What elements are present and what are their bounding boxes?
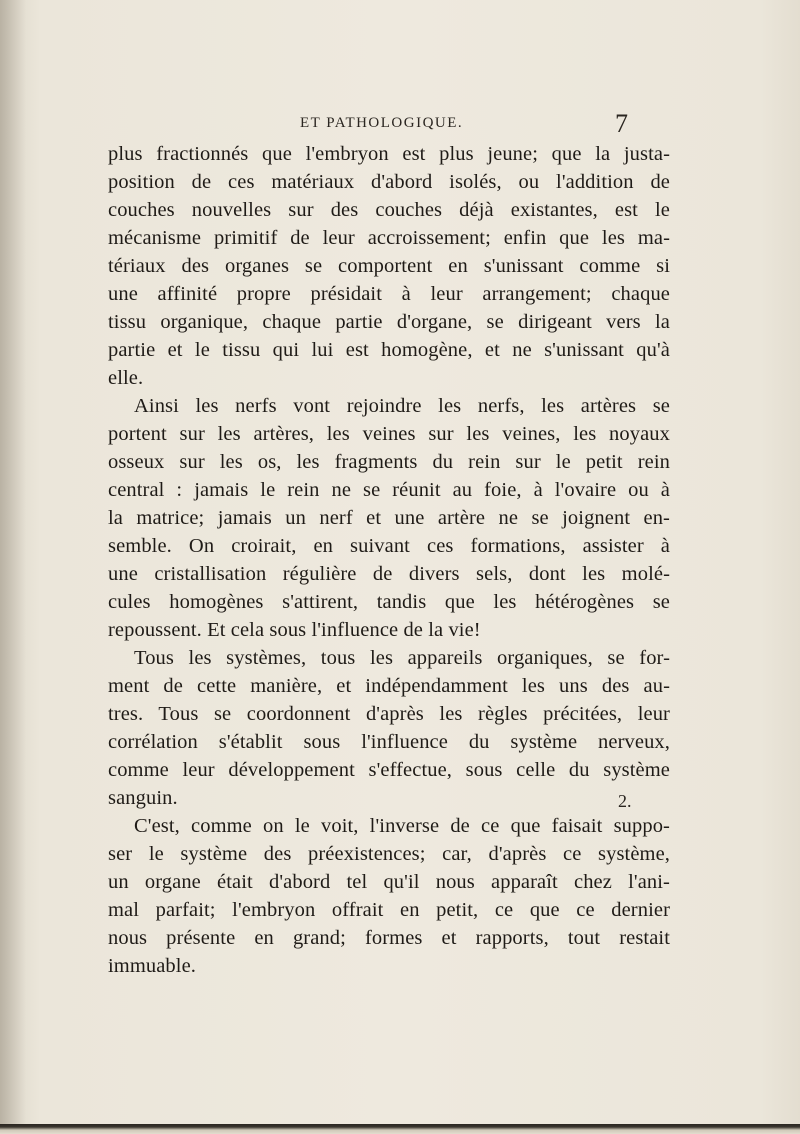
paragraph <box>108 392 670 644</box>
text-line: ment de cette manière, et indépendamment les uns des au- <box>108 675 670 697</box>
page-bottom-edge <box>0 1124 800 1134</box>
text-line: mécanisme primitif de leur accroissement; enfin que les ma- <box>108 227 670 249</box>
text-line: cules homogènes s'attirent, tandis que les hétérogènes se <box>108 591 670 613</box>
text-line: osseux sur les os, les fragments du rein sur le petit rein <box>108 451 670 473</box>
text-line: nous présente en grand; formes et rapports, tout restait <box>108 927 670 949</box>
body-text <box>108 140 670 980</box>
paragraph <box>108 644 670 812</box>
text-line: immuable. <box>108 955 197 977</box>
text-line: C'est, comme on le voit, l'inverse de ce que faisait suppo- <box>134 815 670 837</box>
text-line: position de ces matériaux d'abord isolés, ou l'addition de <box>108 171 670 193</box>
signature-mark: 2. <box>618 791 632 811</box>
text-line: tissu organique, chaque partie d'organe, se dirigeant vers la <box>108 311 670 333</box>
text-line: semble. On croirait, en suivant ces formations, assister à <box>108 535 670 557</box>
text-line: corrélation s'établit sous l'influence du système nerveux, <box>108 731 670 753</box>
text-line: partie et le tissu qui lui est homogène, et ne s'unissant qu'à <box>108 339 670 361</box>
text-line: mal parfait; l'embryon offrait en petit, ce que ce dernier <box>108 899 670 921</box>
text-line: Tous les systèmes, tous les appareils organiques, se for- <box>134 647 670 669</box>
text-line: elle. <box>108 367 144 389</box>
text-line: la matrice; jamais un nerf et une artère ne se joignent en- <box>108 507 670 529</box>
text-line: repoussent. Et cela sous l'influence de la vie! <box>108 619 481 641</box>
text-line: central : jamais le rein ne se réunit au foie, à l'ovaire ou à <box>108 479 670 501</box>
text-line: une cristallisation régulière de divers sels, dont les molé- <box>108 563 670 585</box>
paragraph <box>108 140 670 392</box>
text-line: portent sur les artères, les veines sur les veines, les noyaux <box>108 423 670 445</box>
page-gutter-shadow <box>0 0 26 1134</box>
text-line: une affinité propre présidait à leur arrangement; chaque <box>108 283 670 305</box>
text-line: tres. Tous se coordonnent d'après les règles précitées, leur <box>108 703 670 725</box>
text-line: comme leur développement s'effectue, sous celle du système <box>108 759 670 781</box>
text-line: Ainsi les nerfs vont rejoindre les nerfs, les artères se <box>134 395 670 417</box>
text-line: ser le système des préexistences; car, d'après ce système, <box>108 843 670 865</box>
page-header <box>220 109 628 139</box>
running-head: ET PATHOLOGIQUE. <box>300 115 464 131</box>
text-line: sanguin. <box>108 787 178 809</box>
paragraph <box>108 812 670 980</box>
text-line: un organe était d'abord tel qu'il nous apparaît chez l'ani- <box>108 871 670 893</box>
text-line: plus fractionnés que l'embryon est plus jeune; que la justa- <box>108 143 670 165</box>
text-line: couches nouvelles sur des couches déjà existantes, est le <box>108 199 670 221</box>
text-line: tériaux des organes se comportent en s'unissant comme si <box>108 255 670 277</box>
page-number: 7 <box>615 109 628 138</box>
